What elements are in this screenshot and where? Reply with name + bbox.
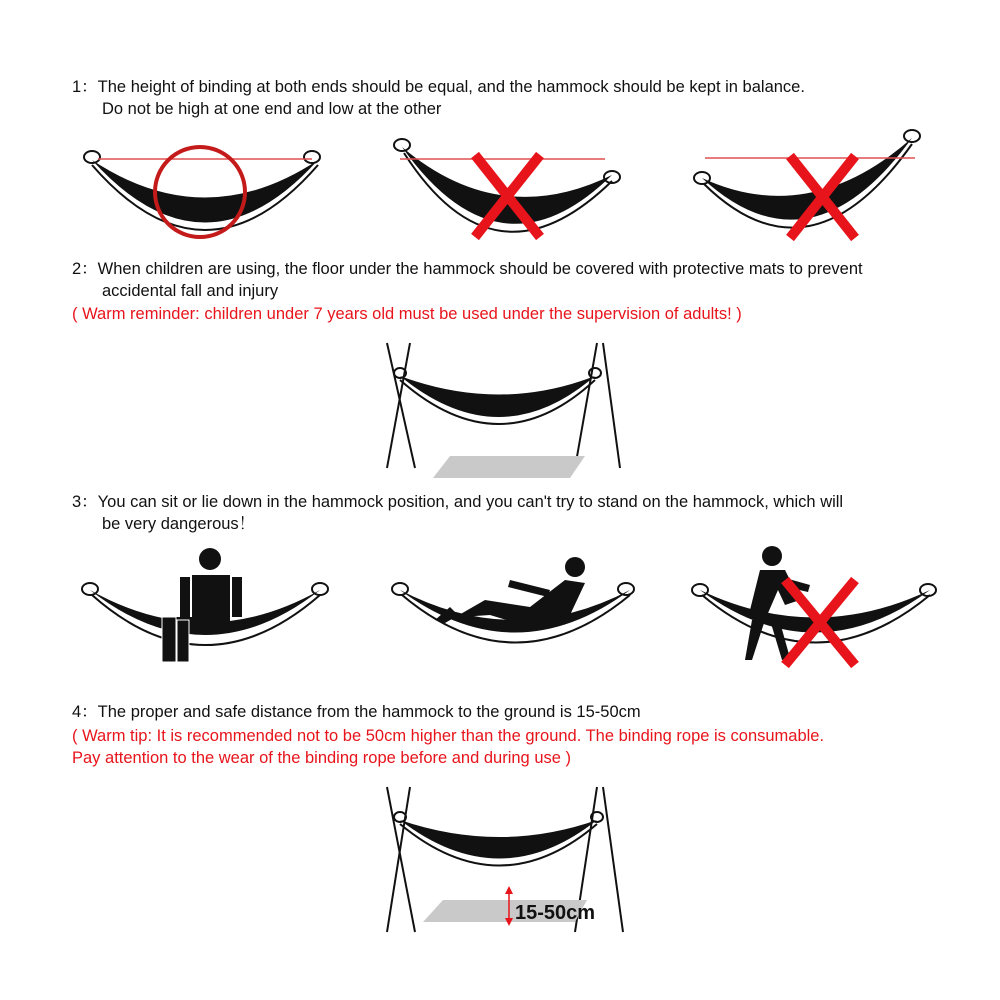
section4-tip1: ( Warm tip: It is recommended not to be 50cm higher than the ground. The binding rope is consumable. [72, 727, 825, 745]
hammock-height-figure [375, 782, 645, 937]
section1-line1: 1：The height of binding at both ends should be equal, and the hammock should be kept in balance. [72, 78, 805, 96]
section2-reminder: ( Warm reminder: children under 7 years old must be used under the supervision of adults! ) [72, 305, 742, 323]
section3-line2: be very dangerous！ [102, 515, 256, 533]
balanced-hammock-figure [80, 135, 330, 250]
standing-in-hammock-figure [690, 540, 940, 675]
lying-in-hammock-figure [390, 545, 640, 675]
section2-line2: accidental fall and injury [102, 282, 279, 300]
hammock-stand-with-mat-figure [375, 338, 625, 483]
distance-label: 15-50cm [515, 902, 596, 924]
section4-line1: 4：The proper and safe distance from the hammock to the ground is 15-50cm [72, 703, 641, 721]
protective-mat [433, 456, 585, 478]
section2-line1: 2：When children are using, the floor under the hammock should be covered with protective mats to prevent [72, 260, 863, 278]
section3-line1: 3：You can sit or lie down in the hammock position, and you can't try to stand on the hammock, which will [72, 493, 844, 511]
circle-check-icon [155, 147, 245, 237]
section1-line2: Do not be high at one end and low at the other [102, 100, 442, 118]
unbalanced-hammock-figure-1 [390, 135, 630, 250]
section4-tip2: Pay attention to the wear of the binding rope before and during use ) [72, 749, 572, 767]
unbalanced-hammock-figure-2 [690, 128, 930, 248]
sitting-in-hammock-figure [80, 545, 330, 675]
